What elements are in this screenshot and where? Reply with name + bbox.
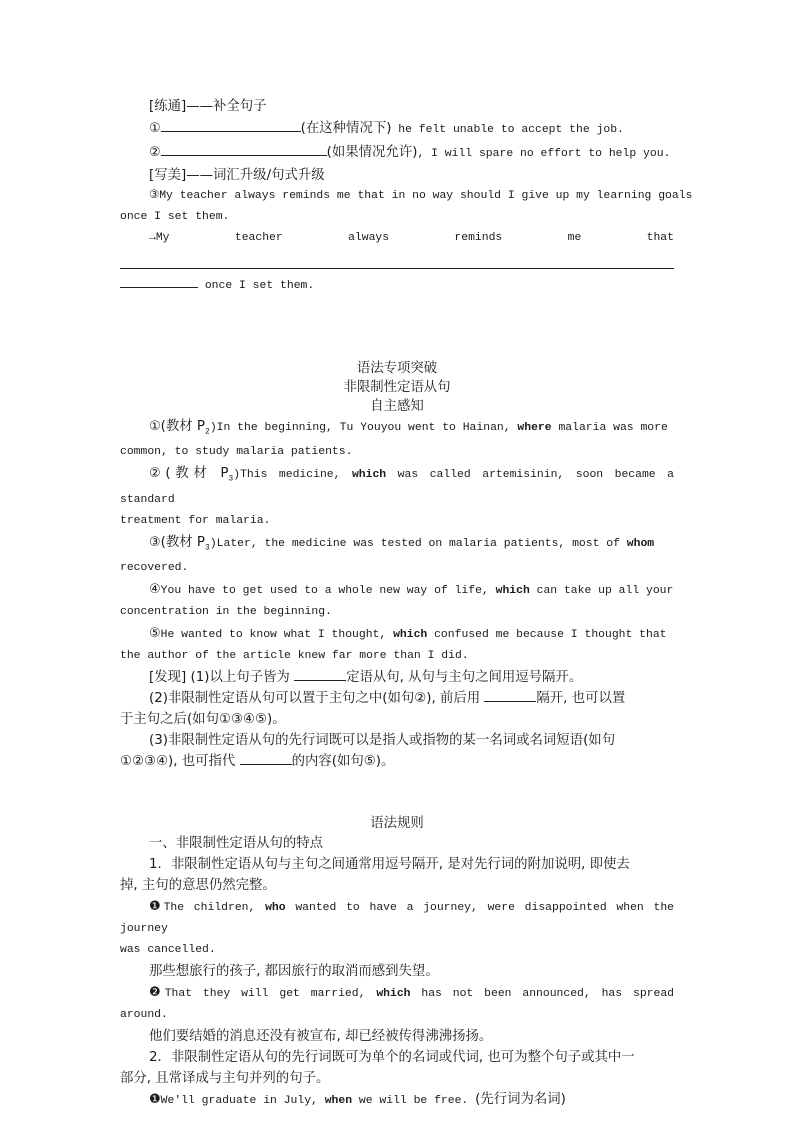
answer-blank[interactable] [240,751,292,765]
answer-blank[interactable] [161,118,301,132]
rewrite-word: →My [149,232,170,244]
rule-example-1-translation: 那些想旅行的孩子, 都因旅行的取消而感到失望。 [149,963,439,979]
discover-point-3-line2: ①②③④), 也可指代 的内容(如句⑤)。 [120,751,674,772]
discover-point-3: (3)非限制性定语从句的先行词既可以是指人或指物的某一名词或名词短语(如句 [149,732,616,748]
relative-word: which [393,628,428,641]
example-sentence-5-line2: the author of the article knew far more than I did. [120,649,469,662]
bullet-icon: ❶ [149,898,164,914]
rule-2-line2: 部分, 且常译成与主句并列的句子。 [120,1070,330,1086]
answer-blank[interactable] [161,142,327,156]
section-heading: 自主感知 [370,399,424,414]
example-sentence-3-line2: recovered. [120,561,189,574]
example-sentence-2-line2: treatment for malaria. [120,514,271,527]
rewrite-word: reminds [454,232,503,244]
rule-2: 2．非限制性定语从句的先行词既可为单个的名词或代词, 也可为整个句子或其中一 [149,1049,635,1065]
item-number: ① [149,121,161,136]
rule-1: 1．非限制性定语从句与主句之间通常用逗号隔开, 是对先行词的附加说明, 即使去 [149,856,630,872]
practice-item-3-line1: ③My teacher always reminds me that in no way should I give up my learning goals [149,190,693,202]
rewrite-end-line [120,273,674,297]
rewrite-word: always [348,232,390,244]
rewrite-word: teacher [234,232,283,244]
sentence-rest: he felt unable to accept the job. [391,124,624,136]
write-heading: [写美]——词汇升级/句式升级 [149,168,325,183]
relative-word: whom [626,537,655,550]
answer-blank[interactable] [484,688,536,702]
rule-example-2: ❷That they will get married, which has not been announced, has spread around. [120,984,674,1021]
document-page [120,96,693,1112]
bullet-icon: ❶ [149,1091,161,1107]
rule-1-line2: 掉, 主句的意思仍然完整。 [120,877,276,893]
answer-blank[interactable] [294,667,346,681]
sentence-rest: , I will spare no effort to help you. [417,148,671,160]
rule-example-1-line2: was cancelled. [120,943,216,956]
rules-title: 语法规则 [370,815,424,831]
example-sentence-3: ③(教材 $P_3)Later$, the medicine was tested on malaria patients, most of whom [149,534,655,552]
practice-item-1 [120,117,674,141]
example-sentence-4: ④You have to get used to a whole new way of life, which can take up all your [149,581,674,597]
discover-point-2: (2)非限制性定语从句可以置于主句之中(如句②), 前后用 隔开, 也可以置 [120,688,674,709]
example-sentence-2: ②(教材 $P_3)This$ medicine, which was called artemisinin, soon became a standard [120,466,675,506]
discover-point-2-line2: 于主句之后(如句①③④⑤)。 [120,711,286,727]
relative-word: which [495,584,530,597]
rewrite-word: me [567,232,582,244]
example-sentence-5: ⑤He wanted to know what I thought, which confused me because I thought that [149,625,667,641]
example-sentence-1-line2: common, to study malaria patients. [120,446,353,459]
practice-item-3-line2: once I set them. [120,211,230,223]
relative-word: which [376,987,411,1000]
discover-point-1: [发现] (1)以上句子皆为 定语从句, 从句与主句之间用逗号隔开。 [120,667,674,688]
rewrite-line [120,228,674,249]
chinese-hint: (如果情况允许) [326,145,418,160]
bullet-icon: ❷ [149,984,165,1000]
item-number: ② [149,145,161,160]
rules-heading-1: 一、非限制性定语从句的特点 [149,835,324,851]
relative-word: who [265,901,286,914]
rewrite-end: once I set them. [198,280,315,292]
grammar-subtitle: 非限制性定语从句 [343,380,451,395]
relative-word: which [351,469,387,482]
chinese-hint: (在这种情况下) [300,121,392,136]
grammar-title: 语法专项突破 [356,361,438,376]
answer-blank[interactable] [120,274,198,288]
example-sentence-1: ①(教材 $P_2)In$ the beginning, Tu Youyou went to Hainan, where malaria was more [149,419,668,437]
rewrite-word: that [646,232,674,244]
relative-word: where [517,422,552,434]
rule-example-3: ❶We'll graduate in July, when we will be free. (先行词为名词) [149,1091,566,1107]
practice-heading: [练通]——补全句子 [149,99,267,114]
practice-item-2 [120,141,674,165]
rule-example-2-translation: 他们要结婚的消息还没有被宣布, 却已经被传得沸沸扬扬。 [149,1028,493,1044]
example-sentence-4-line2: concentration in the beginning. [120,605,332,618]
rewrite-answer-line[interactable] [120,249,674,269]
relative-word: when [324,1094,353,1107]
rule-example-1: ❶The children, who wanted to have a journey, were disappointed when the journey [120,898,675,935]
